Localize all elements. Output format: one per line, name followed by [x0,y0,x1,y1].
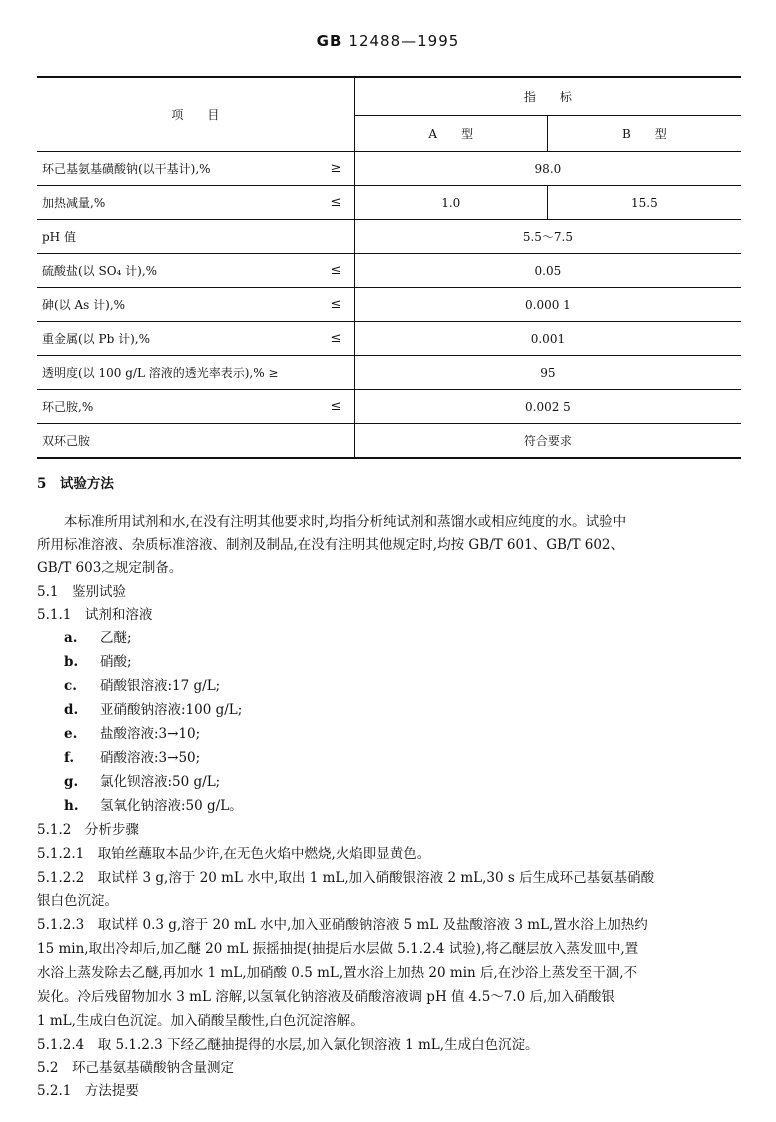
row-name: 双环己胺 [37,424,318,459]
column-header-type-b: B 型 [547,116,741,152]
list-item [64,724,200,744]
row-value: 0.002 5 [354,390,741,424]
section-heading-5: 5 试验方法 [37,476,114,492]
row-symbol: ≤ [318,288,354,322]
table-row [37,424,741,459]
column-header-index: 指 标 [354,77,741,116]
list-item-text: 氢氧化钠溶液:50 g/L。 [100,798,243,814]
standard-prefix: GB [316,32,343,50]
row-value: 0.000 1 [354,288,741,322]
table-row [37,356,741,390]
row-name: 透明度(以 100 g/L 溶液的透光率表示),% ≥ [37,356,354,390]
row-name: pH 值 [37,220,318,254]
row-symbol: ≤ [318,322,354,356]
paragraph-line: 炭化。冷后残留物加水 3 mL 溶解,以氢氧化钠溶液及硝酸溶液调 pH 值 4.5～7.0 后,加入硝酸银 [37,989,615,1005]
table-row [37,186,741,220]
row-value-a: 1.0 [354,186,547,220]
row-name: 硫酸盐(以 SO₄ 计),% [37,254,318,288]
list-item-label: a. [64,630,78,646]
list-item-label: c. [64,678,77,694]
row-value-b: 15.5 [547,186,741,220]
table-row [37,152,741,186]
column-header-type-a: A 型 [354,116,547,152]
paragraph-line: 所用标准溶液、杂质标准溶液、制剂及制品,在没有注明其他规定时,均按 GB/T 601、GB/T 602、 [37,537,625,553]
table-row [37,288,741,322]
column-header-item: 项 目 [171,108,220,122]
list-item-label: d. [64,702,79,718]
paragraph-line: 5.1.2.1 取铂丝蘸取本品少许,在无色火焰中燃烧,火焰即显黄色。 [37,846,431,862]
row-name: 砷(以 As 计),% [37,288,318,322]
row-value: 0.001 [354,322,741,356]
paragraph-line: 银白色沉淀。 [37,893,118,909]
list-item-text: 硝酸银溶液:17 g/L; [100,678,221,694]
section-heading-5-2: 5.2 环己基氨基磺酸钠含量测定 [37,1060,234,1076]
paragraph-line: 5.1.2.4 取 5.1.2.3 下经乙醚抽提得的水层,加入氯化钡溶液 1 mL,生成白色沉淀。 [37,1037,539,1053]
table-row [37,254,741,288]
paragraph-line: 5.1.2.3 取试样 0.3 g,溶于 20 mL 水中,加入亚硝酸钠溶液 5 mL 及盐酸溶液 3 mL,置水浴上加热约 [37,917,648,933]
list-item-label: h. [64,798,79,814]
table-row [37,322,741,356]
section-heading-5-1: 5.1 鉴别试验 [37,584,126,600]
row-symbol [318,220,354,254]
row-value: 95 [354,356,741,390]
row-symbol: ≤ [318,186,354,220]
list-item [64,652,132,672]
list-item-label: g. [64,774,79,790]
paragraph-line: 15 min,取出冷却后,加乙醚 20 mL 振摇抽提(抽提后水层做 5.1.2.4 试验),将乙醚层放入蒸发皿中,置 [37,941,639,957]
table-header-row [37,77,741,116]
list-item [64,748,200,768]
list-item-text: 乙醚; [100,630,132,646]
row-value: 0.05 [354,254,741,288]
paragraph-line: 1 mL,生成白色沉淀。加入硝酸呈酸性,白色沉淀溶解。 [37,1013,364,1029]
page-header [0,32,776,50]
row-name: 环己胺,% [37,390,318,424]
list-item [64,796,243,816]
row-name: 环己基氨基磺酸钠(以干基计),% [37,152,318,186]
row-symbol [318,424,354,459]
paragraph-line: 水浴上蒸发除去乙醚,再加水 1 mL,加硝酸 0.5 mL,置水浴上加热 20 min 后,在沙浴上蒸发至干涸,不 [37,965,638,981]
list-item-text: 氯化钡溶液:50 g/L; [100,774,221,790]
list-item-text: 硝酸溶液:3→50; [100,750,201,766]
section-heading-5-2-1: 5.2.1 方法提要 [37,1083,139,1099]
list-item-text: 盐酸溶液:3→10; [100,726,201,742]
list-item-label: e. [64,726,78,742]
row-symbol: ≤ [318,254,354,288]
paragraph-line: GB/T 603之规定制备。 [37,560,183,576]
table-row [37,220,741,254]
paragraph-line: 5.1.2.2 取试样 3 g,溶于 20 mL 水中,取出 1 mL,加入硝酸银溶液 2 mL,30 s 后生成环己基氨基硝酸 [37,870,655,886]
table-row [37,390,741,424]
row-value: 符合要求 [354,424,741,459]
section-heading-5-1-1: 5.1.1 试剂和溶液 [37,607,153,623]
row-value: 98.0 [354,152,741,186]
row-name: 加热减量,% [37,186,318,220]
list-item [64,700,242,720]
list-item-text: 硝酸; [100,654,132,670]
specification-table [37,76,741,459]
row-name: 重金属(以 Pb 计),% [37,322,318,356]
list-item [64,676,220,696]
row-symbol: ≥ [318,152,354,186]
list-item [64,772,220,792]
list-item-text: 亚硝酸钠溶液:100 g/L; [100,702,243,718]
list-item-label: f. [64,750,75,766]
list-item [64,628,132,648]
list-item-label: b. [64,654,79,670]
standard-number: 12488—1995 [348,32,460,50]
section-heading-5-1-2: 5.1.2 分析步骤 [37,822,139,838]
paragraph-line: 本标准所用试剂和水,在没有注明其他要求时,均指分析纯试剂和蒸馏水或相应纯度的水。试验中 [64,514,627,530]
row-value: 5.5～7.5 [354,220,741,254]
row-symbol: ≤ [318,390,354,424]
